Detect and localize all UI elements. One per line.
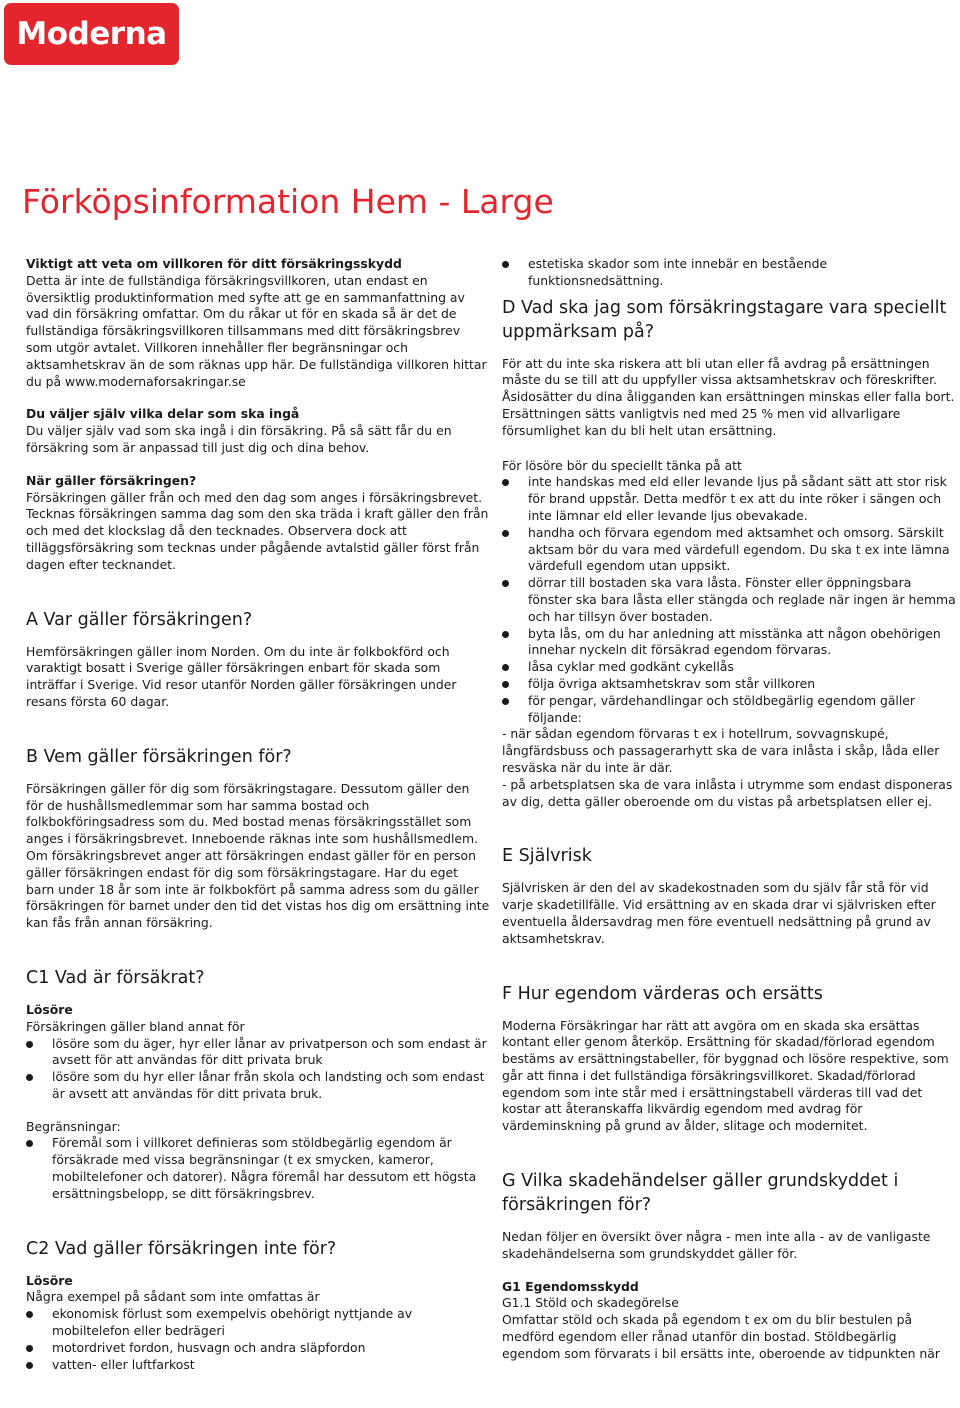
- dash-item-1: - när sådan egendom förvaras t ex i hotellrum, sovvagnskupé, långfärdsbuss och passagerarhytt ska de vara inlåsta i skåp, låda eller resväska när du inte är där.: [502, 726, 940, 775]
- left-column: [26, 256, 490, 1373]
- section-a-text: Hemförsäkringen gäller inom Norden. Om du inte är folkbokförd och varaktigt bosatt i Sverige gäller försäkringen enbart för skada som inträffar i Sverige. Vid resor utanför Norden gäller försäkringen under resans första 60 dagar.: [26, 643, 457, 709]
- list-item: lösöre som du hyr eller lånar från skola och landsting och som endast är avsett att användas för ditt privata bruk.: [26, 1069, 490, 1103]
- c1-limits-label: Begränsningar:: [26, 1118, 121, 1134]
- section-c2-heading: C2 Vad gäller försäkringen inte för?: [26, 1238, 337, 1259]
- list-item: för pengar, värdehandlingar och stöldbegärlig egendom gäller följande:: [502, 693, 958, 727]
- list-item: lösöre som du äger, hyr eller lånar av privatperson och som endast är avsett för att användas för ditt privata bruk: [26, 1036, 490, 1070]
- c2-bullet-list: [26, 1306, 490, 1373]
- list-item: ekonomisk förlust som exempelvis obehörigt nyttjande av mobiltelefon eller bedrägeri: [26, 1306, 490, 1340]
- section-f-text: Moderna Försäkringar har rätt att avgöra om en skada ska ersättas kontant eller genom återköp. Ersättning för skadad/förlorad egendom bestäms av ersättningstabeller, för byggnad och lösöre respektive, som går att finna i det fullständiga försäkringsvillkoret. Skadad/förlorad egendom som inte står med i ersättningstabell värderas till vad det kostar att återanskaffa likvärdig egendom med avdrag för värdeminskning på grund av ålder, slitage och modernitet.: [502, 1017, 949, 1134]
- moderna-logo: Moderna: [4, 3, 179, 65]
- c1-limits-list: [26, 1135, 490, 1202]
- section-g-heading: G Vilka skadehändelser gäller grundskyddet i försäkringen för?: [502, 1171, 899, 1216]
- list-item: dörrar till bostaden ska vara låsta. Fönster eller öppningsbara fönster ska bara låsta eller stängda och reglade när ingen är hemma och har tillsyn över bostaden.: [502, 575, 958, 625]
- section-g-text: Nedan följer en översikt över några - men inte alla - av de vanligaste skadehändelserna som grundskyddet gäller för.: [502, 1229, 931, 1261]
- list-item: handha och förvara egendom med aktsamhet och omsorg. Särskilt aktsam bör du vara med värdefull egendom. Du ska t ex inte lämna värdefull egendom utan uppsikt.: [502, 525, 958, 575]
- intro-text: Detta är inte de fullständiga försäkringsvillkoren, utan endast en översiktlig produktinformation med syfte att ge en sammanfattning av vad din försäkring omfattar. Om du råkar ut för en skada så är det de fullständiga försäkringsvillkoren tillsammans med ditt försäkringsbrev som utgör avtalet. Villkoren innehåller fler begränsningar och aktsamhetskrav än de som räknas upp här. De fullständiga villkoren hittar du på www.modernaforsakringar.se: [26, 272, 487, 389]
- list-item: estetiska skador som inte innebär en bestående funktionsnedsättning.: [502, 256, 958, 290]
- list-item: vatten- eller luftfarkost: [26, 1357, 490, 1374]
- list-item: inte handskas med eld eller levande ljus på sådant sätt att stor risk för brand uppstår. Detta medför t ex att du inte röker i sängen och inte lämnar eld eller levande ljus obevakade.: [502, 474, 958, 524]
- section-a-heading: A Var gäller försäkringen?: [26, 609, 253, 630]
- page-title: Förköpsinformation Hem - Large: [22, 182, 554, 221]
- dash-item-2: - på arbetsplatsen ska de vara inlåsta i utrymme som endast disponeras av dig, detta gäller oberoende om du vistas på arbetsplatsen eller ej.: [502, 776, 953, 809]
- section-e-heading: E Självrisk: [502, 846, 592, 867]
- c1-subheading: Lösöre: [26, 1001, 73, 1017]
- g1-subheading: G1.1 Stöld och skadegörelse: [502, 1295, 679, 1311]
- top-bullet-list: [502, 256, 958, 290]
- c2-text: Några exempel på sådant som inte omfattas är: [26, 1289, 320, 1305]
- c2-subheading: Lösöre: [26, 1272, 73, 1288]
- choose-heading: Du väljer själv vilka delar som ska ingå: [26, 406, 300, 422]
- when-text: Försäkringen gäller från och med den dag som anges i försäkringsbrevet. Tecknas försäkringen samma dag som den ska träda i kraft gäller den från och med det klockslag då den tecknades. Observera dock att tilläggsförsäkring som tecknas under pågående avtalstid gäller först från dagen efter tecknandet.: [26, 489, 489, 572]
- right-column: [502, 256, 958, 1363]
- when-heading: När gäller försäkringen?: [26, 472, 197, 488]
- intro-heading: Viktigt att veta om villkoren för ditt försäkringsskydd: [26, 256, 402, 271]
- g1-text: Omfattar stöld och skada på egendom t ex om du blir bestulen på medförd egendom eller rånad utanför din bostad. Stöldbegärlig egendom som förvarats i bil ersätts inte, oberoende av tidpunkten när: [502, 1312, 940, 1361]
- section-b-text: Försäkringen gäller för dig som försäkringstagare. Dessutom gäller den för de hushållsmedlemmar som har samma bostad och folkbokföringsadress som du. Med bostad menas försäkringsstället som anges i försäkringsbrevet. Inneboende räknas inte som hushållsmedlem. Om försäkringsbrevet anger att försäkringen endast gäller för en person gäller försäkringen endast för dig som försäkringstagare. Har du eget barn under 18 år som inte är folkbokfört på samma adress som du gäller försäkringen för barnet under den tid det vistas hos dig om ersättning inte kan fås från annan försäkring.: [26, 780, 490, 931]
- section-e-text: Självrisken är den del av skadekostnaden som du själv får stå för vid varje skadetillfälle. Vid ersättning av en skada drar vi självrisken efter eventuella åldersavdrag men före eventuell nedsättning på grund av aktsamhetskrav.: [502, 880, 936, 946]
- list-item: motordrivet fordon, husvagn och andra släpfordon: [26, 1340, 490, 1357]
- g1-heading: G1 Egendomsskydd: [502, 1278, 639, 1294]
- c1-text: Försäkringen gäller bland annat för: [26, 1018, 245, 1034]
- list-item: låsa cyklar med godkänt cykellås: [502, 659, 958, 676]
- section-c1-heading: C1 Vad är försäkrat?: [26, 967, 205, 988]
- section-d-text: För att du inte ska riskera att bli utan eller få avdrag på ersättningen måste du se till att du uppfyller vissa aktsamhetskrav och föreskrifter. Åsidosätter du dina åligganden kan ersättningen minskas eller falla bort. Ersättningen sätts vanligtvis ned med 25 % men vid allvarligare försumlighet kan du bli helt utan ersättning.: [502, 355, 955, 438]
- section-f-heading: F Hur egendom värderas och ersätts: [502, 983, 823, 1004]
- c1-bullet-list: [26, 1036, 490, 1103]
- lostore-intro: För lösöre bör du speciellt tänka på att: [502, 457, 742, 473]
- section-b-heading: B Vem gäller försäkringen för?: [26, 746, 292, 767]
- lostore-bullet-list: [502, 474, 958, 726]
- section-d-heading: D Vad ska jag som försäkringstagare vara speciellt uppmärksam på?: [502, 297, 947, 342]
- choose-text: Du väljer själv vad som ska ingå i din försäkring. På så sätt får du en försäkring som är anpassad till just dig och dina behov.: [26, 423, 452, 455]
- list-item: byta lås, om du har anledning att misstänka att någon obehörigen innehar nyckeln dit försäkrad egendom förvaras.: [502, 626, 958, 660]
- list-item: Föremål som i villkoret definieras som stöldbegärlig egendom är försäkrade med vissa begränsningar (t ex smycken, kameror, mobiltelefoner och datorer). Några föremål har dessutom ett högsta ersättningsbelopp, se ditt försäkringsbrev.: [26, 1135, 490, 1202]
- list-item: följa övriga aktsamhetskrav som står villkoren: [502, 676, 958, 693]
